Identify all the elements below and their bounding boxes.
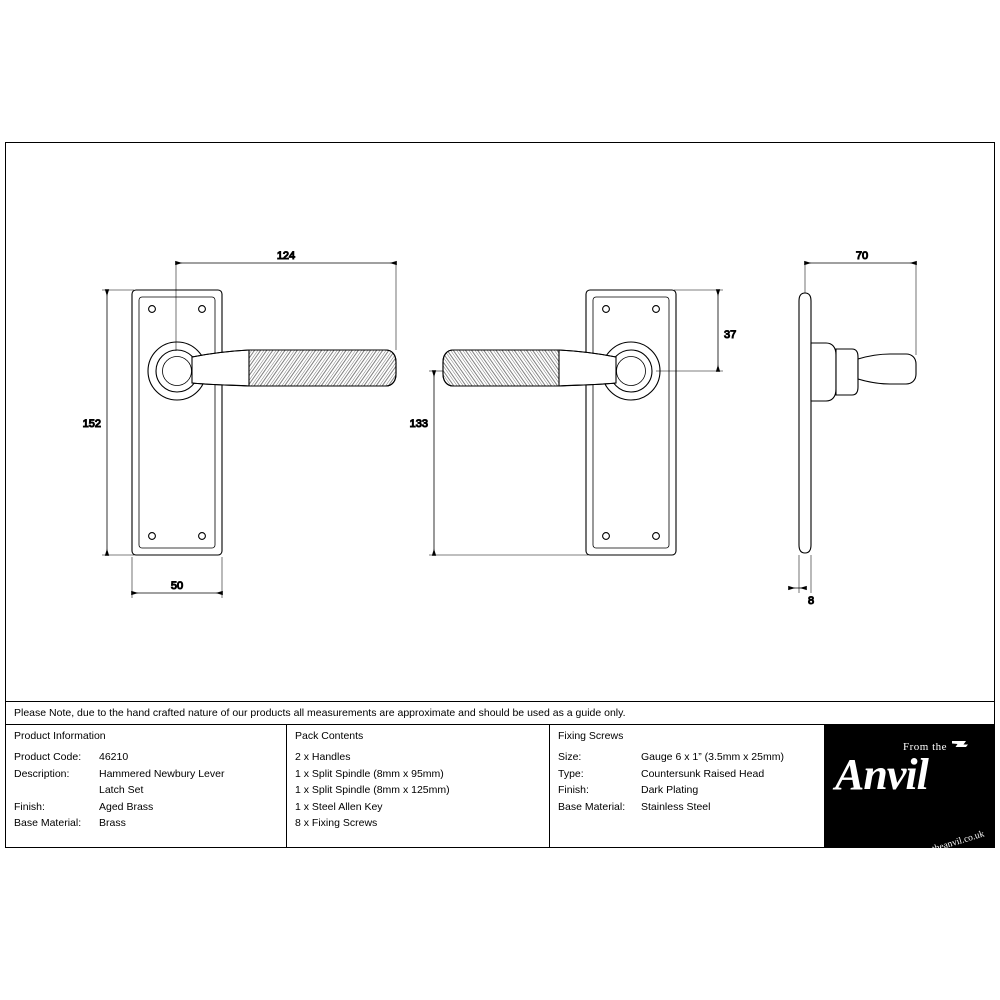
screw-base-material-value: Stainless Steel — [641, 800, 711, 813]
brand-logo-column — [825, 725, 994, 867]
dimension-124 — [176, 250, 396, 351]
side-view — [799, 293, 916, 553]
product-code-value: 46210 — [99, 751, 129, 763]
description-value-line2: Latch Set — [99, 784, 144, 796]
dim-label-50: 50 — [170, 580, 184, 592]
fixing-screws-title: Fixing Screws — [558, 730, 624, 742]
dim-label-124: 124 — [276, 250, 296, 262]
screw-finish-value: Dark Plating — [641, 784, 699, 796]
drawing-svg — [6, 143, 994, 701]
logo-url-text: www.fromtheanvil.co.uk — [892, 829, 986, 867]
screw-size-value: Gauge 6 x 1” (3.5mm x 25mm) — [641, 751, 784, 763]
screw-finish-key: Finish: — [558, 784, 589, 796]
dimension-8 — [789, 555, 814, 607]
technical-drawing — [6, 143, 994, 701]
anvil-icon — [951, 738, 969, 750]
logo-from-the-text: From the — [903, 741, 948, 753]
description-value: Hammered Newbury Lever — [99, 767, 225, 780]
pack-contents-title: Pack Contents — [295, 730, 364, 742]
pack-contents-item: 1 x Split Spindle (8mm x 125mm) — [295, 784, 450, 796]
finish-row — [14, 799, 278, 816]
base-material-value: Brass — [99, 817, 126, 829]
dim-label-152: 152 — [82, 418, 101, 430]
pack-contents-item: 8 x Fixing Screws — [295, 817, 378, 829]
product-information-column — [6, 725, 287, 847]
dimension-37 — [656, 290, 736, 371]
screw-finish-row — [558, 782, 816, 799]
finish-value: Aged Brass — [99, 800, 154, 813]
screw-type-key: Type: — [558, 767, 584, 780]
measurement-note: Please Note, due to the hand crafted nature of our products all measurements are approximate and should be used as a guide only. — [6, 701, 994, 724]
pack-contents-item: 1 x Steel Allen Key — [295, 800, 383, 813]
dim-label-133: 133 — [409, 418, 428, 430]
dimension-152 — [83, 290, 134, 555]
pack-contents-item: 1 x Split Spindle (8mm x 95mm) — [295, 767, 444, 780]
product-code-row — [14, 749, 278, 766]
finish-key: Finish: — [14, 800, 45, 813]
logo-brand-text: Anvil — [835, 750, 928, 799]
front-view — [132, 290, 396, 555]
screw-size-row — [558, 749, 816, 766]
dimension-50 — [132, 557, 222, 598]
screw-base-material-row — [558, 799, 816, 816]
pack-contents-item: 2 x Handles — [295, 751, 351, 763]
dim-label-37: 37 — [724, 329, 737, 341]
dimension-70 — [805, 250, 916, 355]
base-material-row — [14, 815, 278, 832]
screw-size-key: Size: — [558, 751, 582, 763]
info-table — [6, 724, 994, 867]
rear-view — [443, 290, 676, 555]
screw-type-value: Countersunk Raised Head — [641, 767, 765, 780]
screw-base-material-key: Base Material: — [558, 800, 626, 813]
dim-label-70: 70 — [855, 250, 869, 262]
dim-label-8: 8 — [807, 595, 815, 607]
base-material-key: Base Material: — [14, 817, 82, 829]
description-key: Description: — [14, 767, 70, 780]
fixing-screws-column — [550, 725, 825, 847]
description-row-continued — [14, 782, 278, 799]
dimension-133 — [410, 371, 588, 555]
screw-type-row — [558, 766, 816, 783]
brand-logo — [825, 725, 994, 867]
product-code-key: Product Code: — [14, 751, 82, 763]
product-information-title: Product Information — [14, 730, 106, 742]
spec-sheet — [5, 142, 995, 867]
description-row — [14, 766, 278, 783]
pack-contents-column — [287, 725, 550, 847]
